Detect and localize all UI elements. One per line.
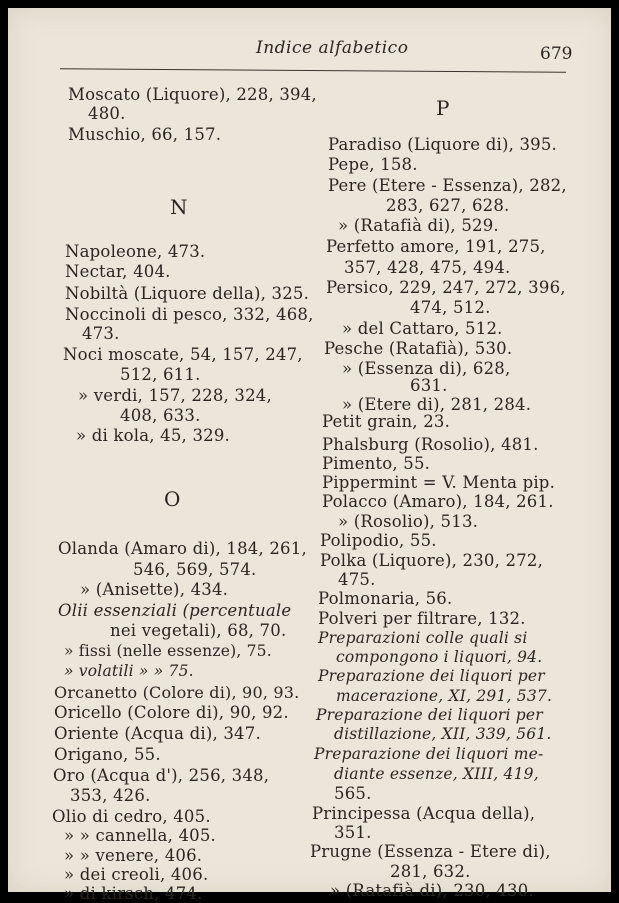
index-entry: 283, 627, 628. bbox=[386, 196, 510, 215]
index-entry: Oriente (Acqua di), 347. bbox=[54, 724, 261, 743]
index-entry: Preparazione dei liquori per bbox=[316, 706, 543, 724]
index-entry: » (Anisette), 434. bbox=[80, 580, 229, 599]
index-entry: 408, 633. bbox=[120, 406, 201, 425]
index-entry: » » venere, 406. bbox=[64, 846, 203, 865]
index-entry: Principessa (Acqua della), bbox=[312, 804, 536, 823]
index-entry: Polka (Liquore), 230, 272, bbox=[320, 551, 544, 570]
index-entry: 512, 611. bbox=[120, 365, 201, 384]
section-letter-n: N bbox=[170, 195, 189, 219]
index-entry: compongono i liquori, 94. bbox=[336, 648, 543, 666]
index-entry: 546, 569, 574. bbox=[133, 560, 257, 579]
section-letter-p: P bbox=[436, 96, 451, 120]
index-entry: Nectar, 404. bbox=[65, 262, 171, 281]
index-entry: Olio di cedro, 405. bbox=[52, 807, 211, 826]
index-entry: Pere (Etere - Essenza), 282, bbox=[328, 176, 567, 195]
running-header: Indice alfabetico bbox=[256, 38, 409, 58]
index-entry: Paradiso (Liquore di), 395. bbox=[328, 135, 558, 154]
index-entry: 351. bbox=[334, 823, 372, 842]
index-entry: » dei creoli, 406. bbox=[64, 865, 209, 884]
index-entry: » fissi (nelle essenze), 75. bbox=[64, 642, 272, 660]
index-entry: 474, 512. bbox=[410, 298, 491, 317]
index-entry: Preparazioni colle quali si bbox=[318, 629, 528, 647]
index-entry: 473. bbox=[82, 324, 120, 343]
index-entry: Pippermint = V. Menta pip. bbox=[322, 473, 556, 492]
index-entry: Perfetto amore, 191, 275, bbox=[326, 237, 546, 256]
index-entry: Noci moscate, 54, 157, 247, bbox=[63, 345, 303, 364]
index-entry: Polacco (Amaro), 184, 261. bbox=[322, 492, 554, 511]
index-entry: » (Essenza di), 628, bbox=[342, 359, 511, 378]
index-entry: Oro (Acqua d'), 256, 348, bbox=[53, 766, 270, 785]
index-entry: nei vegetali), 68, 70. bbox=[110, 621, 287, 640]
index-entry: 353, 426. bbox=[70, 786, 151, 805]
index-entry: Olanda (Amaro di), 184, 261, bbox=[58, 539, 307, 558]
index-entry: Preparazione dei liquori me- bbox=[314, 745, 544, 763]
index-entry: Petit grain, 23. bbox=[322, 412, 451, 431]
index-entry: Polveri per filtrare, 132. bbox=[318, 609, 526, 628]
index-entry: distillazione, XII, 339, 561. bbox=[334, 725, 552, 743]
index-entry: Preparazione dei liquori per bbox=[318, 667, 545, 685]
index-entry: diante essenze, XIII, 419, bbox=[334, 765, 539, 783]
index-entry: Orcanetto (Colore di), 90, 93. bbox=[54, 683, 300, 702]
index-entry: » di kola, 45, 329. bbox=[76, 426, 230, 445]
index-entry: 281, 632. bbox=[390, 862, 471, 881]
index-entry: » (Ratafià di), 529. bbox=[338, 216, 499, 235]
index-entry: » (Etere di), 281, 284. bbox=[342, 395, 532, 414]
index-entry: 357, 428, 475, 494. bbox=[344, 258, 511, 277]
book-page bbox=[8, 8, 611, 903]
index-entry: Napoleone, 473. bbox=[65, 242, 206, 261]
index-entry: » volatili » » 75. bbox=[64, 662, 194, 680]
index-entry: Polmonaria, 56. bbox=[318, 589, 453, 608]
section-letter-o: O bbox=[164, 487, 182, 511]
index-entry: Polipodio, 55. bbox=[320, 531, 437, 550]
index-entry: 631. bbox=[410, 376, 448, 395]
index-entry: Pepe, 158. bbox=[328, 155, 418, 174]
index-entry: » (Ratafià di), 230, 430. bbox=[330, 881, 534, 900]
index-entry: Muschio, 66, 157. bbox=[68, 125, 222, 144]
index-entry: 480. bbox=[88, 104, 126, 123]
index-entry: Olii essenziali (percentuale bbox=[58, 601, 292, 620]
index-entry: Moscato (Liquore), 228, 394, bbox=[68, 85, 317, 104]
index-entry: 565. bbox=[334, 784, 372, 803]
index-entry: Pesche (Ratafià), 530. bbox=[324, 339, 513, 358]
index-entry: Noccinoli di pesco, 332, 468, bbox=[65, 305, 314, 324]
index-entry: Persico, 229, 247, 272, 396, bbox=[326, 278, 566, 297]
index-entry: » » cannella, 405. bbox=[64, 826, 216, 845]
index-entry: Prugne (Essenza - Etere di), bbox=[310, 842, 551, 861]
index-entry: » (Rosolio), 513. bbox=[338, 512, 479, 531]
index-entry: Pimento, 55. bbox=[322, 454, 431, 473]
index-entry: Origano, 55. bbox=[54, 745, 161, 764]
index-entry: Oricello (Colore di), 90, 92. bbox=[54, 703, 289, 722]
index-entry: » di kirsch, 474. bbox=[64, 884, 203, 903]
index-entry: 475. bbox=[338, 570, 376, 589]
index-entry: » del Cattaro, 512. bbox=[342, 319, 503, 338]
index-entry: macerazione, XI, 291, 537. bbox=[336, 687, 553, 705]
index-entry: » verdi, 157, 228, 324, bbox=[78, 386, 272, 405]
header-rule bbox=[60, 68, 566, 73]
page-number: 679 bbox=[540, 44, 573, 64]
index-entry: Phalsburg (Rosolio), 481. bbox=[322, 435, 539, 454]
index-entry: Nobiltà (Liquore della), 325. bbox=[65, 284, 310, 303]
